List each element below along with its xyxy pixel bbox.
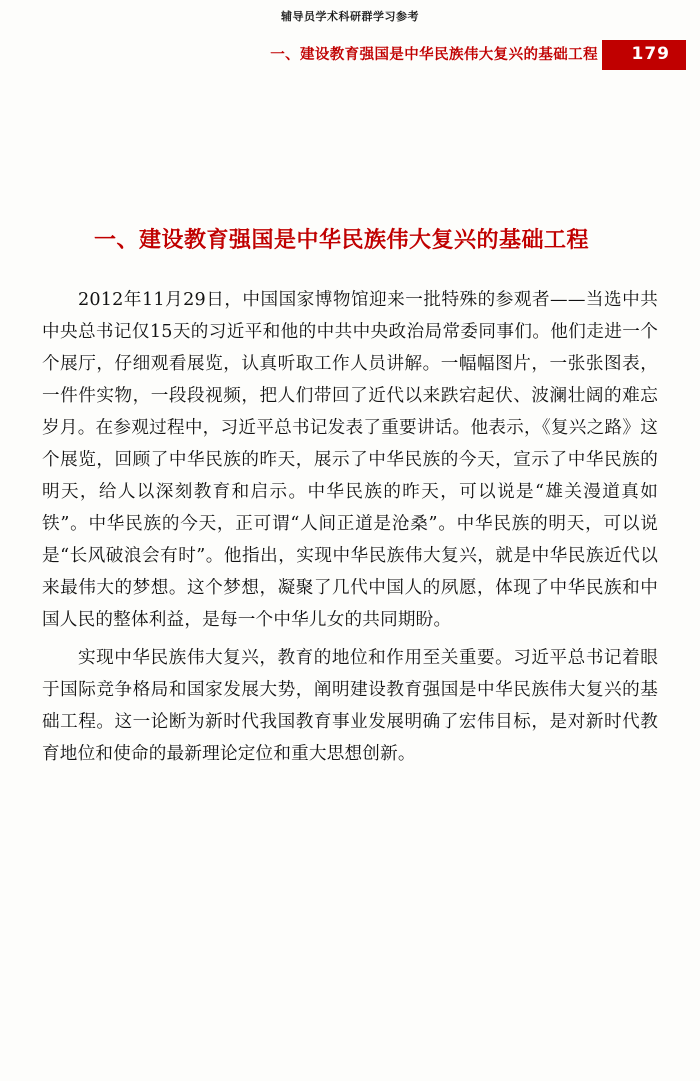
header-section-title: 一、建设教育强国是中华民族伟大复兴的基础工程 bbox=[270, 47, 598, 63]
section-title: 一、建设教育强国是中华民族伟大复兴的基础工程 bbox=[94, 228, 590, 253]
body-paragraph: 实现中华民族伟大复兴，教育的地位和作用至关重要。习近平总书记着眼于国际竞争格局和国家发展大势，阐明建设教育强国是中华民族伟大复兴的基础工程。这一论断为新时代我国教育事业发展明确了宏伟目标，是对新时代教育地位和使命的最新理论定位和重大思想创新。 bbox=[42, 647, 658, 764]
page-header bbox=[0, 40, 700, 70]
page-body bbox=[42, 225, 658, 772]
page-number: 179 bbox=[631, 44, 670, 64]
body-paragraph: 2012年11月29日，中国国家博物馆迎来一批特殊的参观者——当选中共中央总书记仅15天的习近平和他的中共中央政治局常委同事们。他们走进一个个展厅，仔细观看展览，认真听取工作人员讲解。一幅幅图片，一张张图表，一件件实物，一段段视频，把人们带回了近代以来跌宕起伏、波澜壮阔的难忘岁月。在参观过程中，习近平总书记发表了重要讲话。他表示，《复兴之路》这个展览，回顾了中华民族的昨天，展示了中华民族的今天，宣示了中华民族的明天，给人以深刻教育和启示。中华民族的昨天，可以说是“雄关漫道真如铁”。中华民族的今天，正可谓“人间正道是沧桑”。中华民族的明天，可以说是“长风破浪会有时”。他指出，实现中华民族伟大复兴，就是中华民族近代以来最伟大的梦想。这个梦想，凝聚了几代中国人的夙愿，体现了中华民族和中国人民的整体利益，是每一个中华儿女的共同期盼。 bbox=[42, 289, 658, 630]
running-head: 辅导员学术科研群学习参考 bbox=[281, 10, 419, 23]
